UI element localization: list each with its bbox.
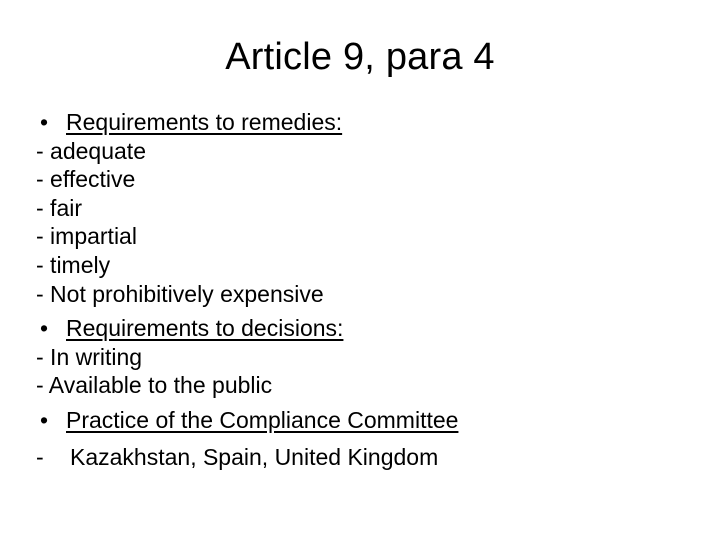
list-item: - adequate bbox=[36, 137, 146, 164]
list-item: - In writing bbox=[36, 343, 143, 370]
heading-text: Practice of the Compliance Committee bbox=[66, 406, 459, 433]
section-heading-remedies bbox=[36, 108, 696, 137]
list-item-text: Kazakhstan, Spain, United Kingdom bbox=[70, 443, 439, 470]
heading-text: Requirements to decisions: bbox=[66, 315, 344, 342]
list-item: - Available to the public bbox=[36, 372, 273, 399]
dash-marker: - bbox=[36, 443, 44, 470]
list-item: - Not prohibitively expensive bbox=[36, 280, 324, 307]
heading-text: Requirements to remedies: bbox=[66, 109, 343, 135]
slide-title: Article 9, para 4 bbox=[225, 36, 495, 78]
bullet-icon: • bbox=[40, 315, 49, 342]
bullet-icon: • bbox=[40, 406, 49, 433]
list-item bbox=[36, 443, 696, 472]
section-heading-compliance bbox=[36, 406, 696, 435]
list-item: - timely bbox=[36, 251, 111, 278]
section-heading-decisions bbox=[36, 314, 696, 343]
slide-body bbox=[36, 108, 696, 471]
list-item: - impartial bbox=[36, 223, 137, 250]
bullet-icon: • bbox=[40, 109, 49, 135]
list-item: - effective bbox=[36, 166, 136, 193]
list-item: - fair bbox=[36, 194, 82, 221]
